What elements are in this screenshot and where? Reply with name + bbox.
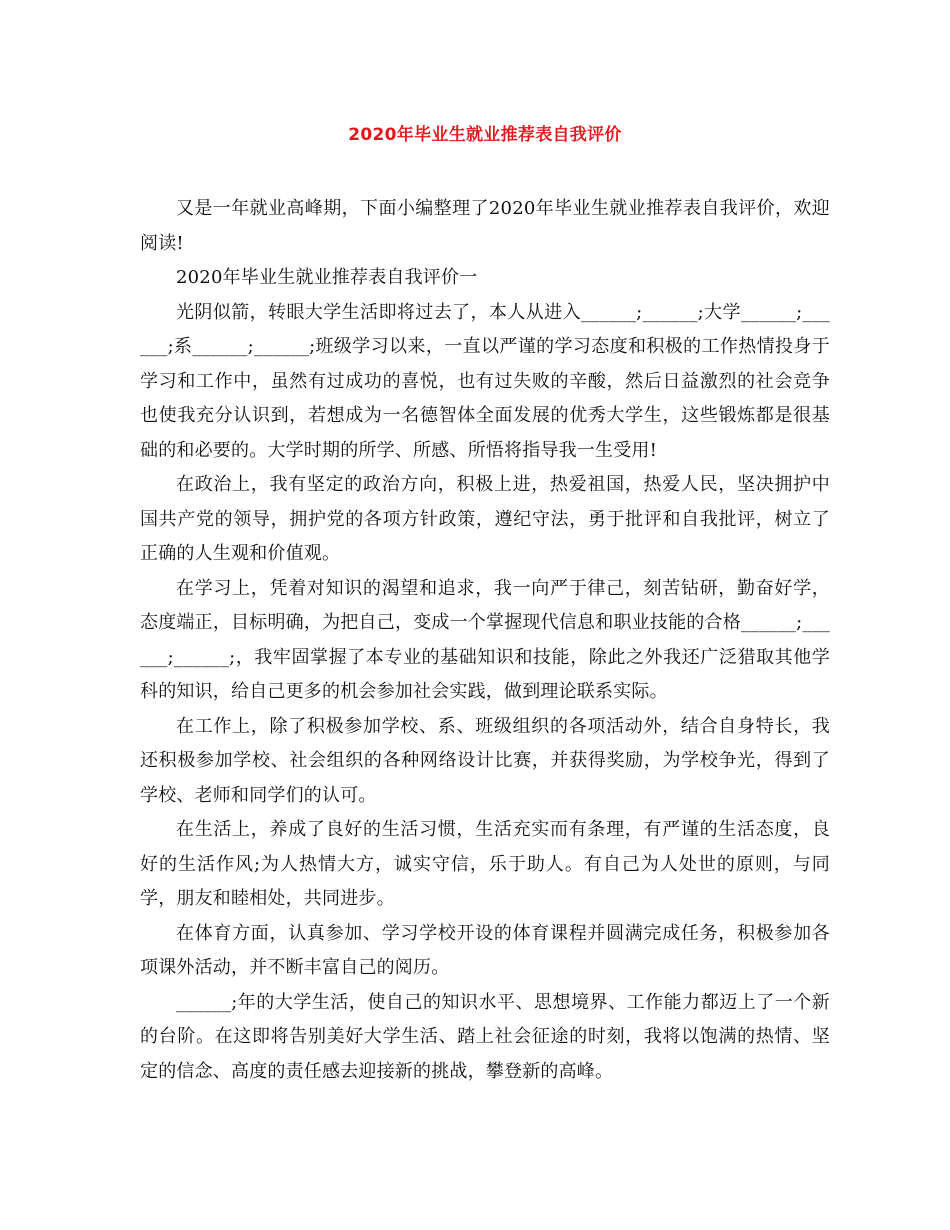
paragraph-closing: ______;年的大学生活，使自己的知识水平、思想境界、工作能力都迈上了一个新的台阶。在这即将告别美好大学生活、踏上社会征途的时刻，我将以饱满的热情、坚定的信念、高度的责任感去迎接新的挑战，攀登新的高峰。: [140, 991, 830, 1082]
paragraph-opening: 光阴似箭，转眼大学生活即将过去了，本人从进入______;______;大学______;______;系______;______;班级学习以来，一直以严谨的学习态度和积极的工作热情投身于学习和工作中，虽然有过成功的喜悦，也有过失败的辛酸，然后日益激烈的社会竞争也使我充分认识到，若想成为一名德智体全面发展的优秀大学生，这些锻炼都是很基础的和必要的。大学时期的所学、所感、所悟将指导我一生受用!: [140, 301, 830, 461]
paragraph-intro: 又是一年就业高峰期，下面小编整理了2020年毕业生就业推荐表自我评价，欢迎阅读!: [140, 198, 830, 254]
paragraph-politics: 在政治上，我有坚定的政治方向，积极上进，热爱祖国，热爱人民，坚决拥护中国共产党的领导，拥护党的各项方针政策，遵纪守法，勇于批评和自我批评，树立了正确的人生观和价值观。: [140, 474, 830, 564]
section-heading: 2020年毕业生就业推荐表自我评价一: [176, 267, 478, 288]
paragraph-sports: 在体育方面，认真参加、学习学校开设的体育课程并圆满完成任务，积极参加各项课外活动，并不断丰富自己的阅历。: [140, 922, 830, 978]
paragraph-work: 在工作上，除了积极参加学校、系、班级组织的各项活动外，结合自身特长，我还积极参加学校、社会组织的各种网络设计比赛，并获得奖励，为学校争光，得到了学校、老师和同学们的认可。: [140, 715, 830, 806]
paragraph-study: 在学习上，凭着对知识的渴望和追求，我一向严于律己，刻苦钻研，勤奋好学，态度端正，目标明确，为把自己，变成一个掌握现代信息和职业技能的合格______;______;______;，我牢固掌握了本专业的基础知识和技能，除此之外我还广泛猎取其他学科的知识，给自己更多的机会参加社会实践，做到理论联系实际。: [140, 577, 830, 702]
document-page: [140, 118, 830, 1089]
page-title: 2020年毕业生就业推荐表自我评价: [348, 125, 622, 145]
paragraph-life: 在生活上，养成了良好的生活习惯，生活充实而有条理，有严谨的生活态度，良好的生活作风;为人热情大方，诚实守信，乐于助人。有自己为人处世的原则，与同学，朋友和睦相处，共同进步。: [140, 819, 830, 909]
